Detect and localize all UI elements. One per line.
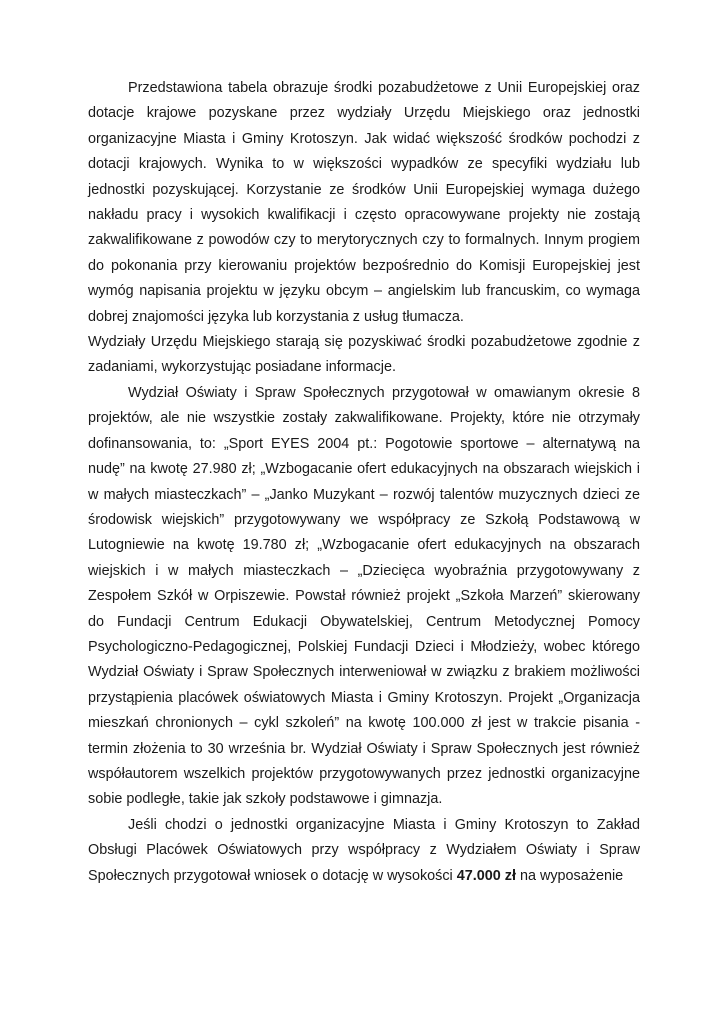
paragraph-1 <box>88 76 640 330</box>
document-page <box>88 76 640 889</box>
paragraph-3-text-after: na wyposażenie <box>515 867 624 884</box>
paragraph-1-continuation-text: Wydziały Urzędu Miejskiego starają się pozyskiwać środki pozabudżetowe zgodnie z zadaniami, wykorzystując posiadane informacje. <box>88 334 640 376</box>
paragraph-1-text: Przedstawiona tabela obrazuje środki pozabudżetowe z Unii Europejskiej oraz dotacje krajowe pozyskane przez wydziały Urzędu Miejskiego oraz jednostki organizacyjne Miasta i Gminy Krotoszyn. Jak widać większość środków pochodzi z dotacji krajowych. Wynika to w większości wypadków ze specyfiki wydziału lub jednostki pozyskującej. Korzystanie ze środków Unii Europejskiej wymaga dużego nakładu pracy i wysokich kwalifikacji i często opracowywane projekty nie zostają zakwalifikowane z powodów czy to merytorycznych czy to formalnych. Innym progiem do pokonania przy kierowaniu projektów bezpośrednio do Komisji Europejskiej jest wymóg napisania projektu w języku obcym – angielskim lub francuskim, co wymaga dobrej znajomości języka lub korzystania z usług tłumacza. <box>88 80 640 325</box>
paragraph-1-continuation <box>88 330 640 381</box>
paragraph-2 <box>88 381 640 813</box>
paragraph-2-text: Wydział Oświaty i Spraw Społecznych przygotował w omawianym okresie 8 projektów, ale nie wszystkie zostały zakwalifikowane. Projekty, które nie otrzymały dofinansowania, to: „Sport EYES 2004 pt.: Pogotowie sportowe – alternatywą na nudę” na kwotę 27.980 zł; „Wzbogacanie ofert edukacyjnych na obszarach wiejskich i w małych miasteczkach” – „Janko Muzykant – rozwój talentów muzycznych dzieci ze środowisk wiejskich” przygotowywany we współpracy ze Szkołą Podstawową w Lutogniewie na kwotę 19.780 zł; „Wzbogacanie ofert edukacyjnych na obszarach wiejskich i w małych miasteczkach – „Dziecięca wyobraźnia przygotowywany z Zespołem Szkół w Orpiszewie. Powstał również projekt „Szkoła Marzeń” skierowany do Fundacji Centrum Edukacji Obywatelskiej, Centrum Metodycznej Pomocy Psychologiczno-Pedagogicznej, Polskiej Fundacji Dzieci i Młodzieży, wobec którego Wydział Oświaty i Spraw Społecznych interweniował w związku z brakiem możliwości przystąpienia placówek oświatowych Miasta i Gminy Krotoszyn. Projekt „Organizacja mieszkań chronionych – cykl szkoleń” na kwotę 100.000 zł jest w trakcie pisania - termin złożenia to 30 września br. Wydział Oświaty i Spraw Społecznych jest również współautorem wszelkich projektów przygotowywanych przez jednostki organizacyjne sobie podległe, takie jak szkoły podstawowe i gimnazja. <box>88 384 640 808</box>
paragraph-3 <box>88 813 640 889</box>
paragraph-3-amount: 47.000 zł <box>456 867 516 884</box>
paragraph-3-text-before: Jeśli chodzi o jednostki organizacyjne Miasta i Gminy Krotoszyn to Zakład Obsługi Placówek Oświatowych przy współpracy z Wydziałem Oświaty i Spraw Społecznych przygotował wniosek o dotację w wysokości <box>88 816 640 884</box>
